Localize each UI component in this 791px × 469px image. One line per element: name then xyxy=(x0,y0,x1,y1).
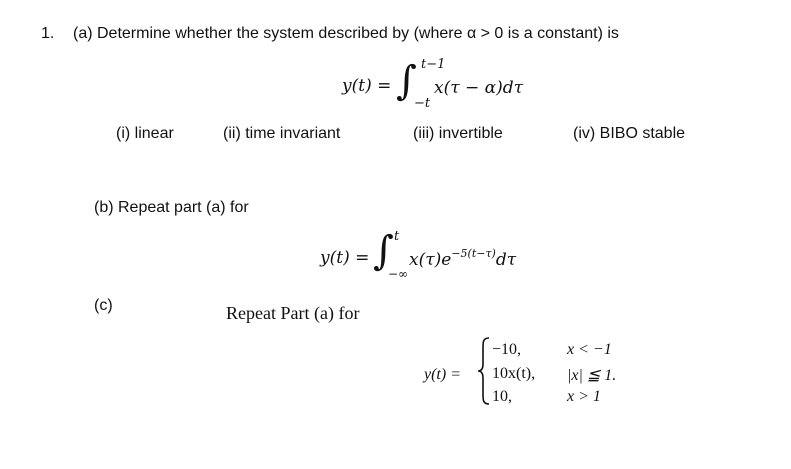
case-value-1: −10, xyxy=(492,341,522,358)
eq-b-integrand xyxy=(409,247,517,270)
question-intro: (a) Determine whether the system described by (where α > 0 is a constant) is xyxy=(73,25,619,42)
part-c-label: (c) xyxy=(94,297,113,314)
case-value-3: 10, xyxy=(492,388,512,405)
eq-b-exponent: −5(t−τ) xyxy=(451,247,496,260)
part-c-text: Repeat Part (a) for xyxy=(226,303,360,323)
part-b-label: (b) Repeat part (a) for xyxy=(94,199,249,216)
case-condition-3: x > 1 xyxy=(567,388,601,405)
eq-b-lhs: y(t) = xyxy=(320,248,370,268)
eq-b-integrand-base: x(τ)e xyxy=(409,250,452,270)
case-value-2: 10x(t), xyxy=(492,365,536,382)
eq-b-lower-limit: −∞ xyxy=(388,267,409,281)
eq-a-lhs: y(t) = xyxy=(342,76,392,96)
eq-a-lower-limit: −t xyxy=(414,96,431,111)
left-brace-icon xyxy=(476,336,492,406)
property-time-invariant: (ii) time invariant xyxy=(223,125,341,142)
property-bibo-stable: (iv) BIBO stable xyxy=(573,125,686,142)
integral-sign: ∫ xyxy=(396,58,417,104)
case-condition-2: |x| ≦ 1. xyxy=(567,367,617,384)
property-invertible: (iii) invertible xyxy=(413,125,503,142)
eq-b-integrand-tail: dτ xyxy=(495,250,517,270)
eq-a-integrand: x(τ − α)dτ xyxy=(434,78,524,98)
integral-sign: ∫ xyxy=(373,228,394,274)
case-condition-1: x < −1 xyxy=(567,341,612,358)
eq-a-upper-limit: t−1 xyxy=(421,57,446,72)
eq-c-lhs: y(t) = xyxy=(424,366,461,383)
question-number: 1. xyxy=(41,25,55,42)
property-linear: (i) linear xyxy=(116,125,174,142)
eq-b-upper-limit: t xyxy=(394,229,400,244)
